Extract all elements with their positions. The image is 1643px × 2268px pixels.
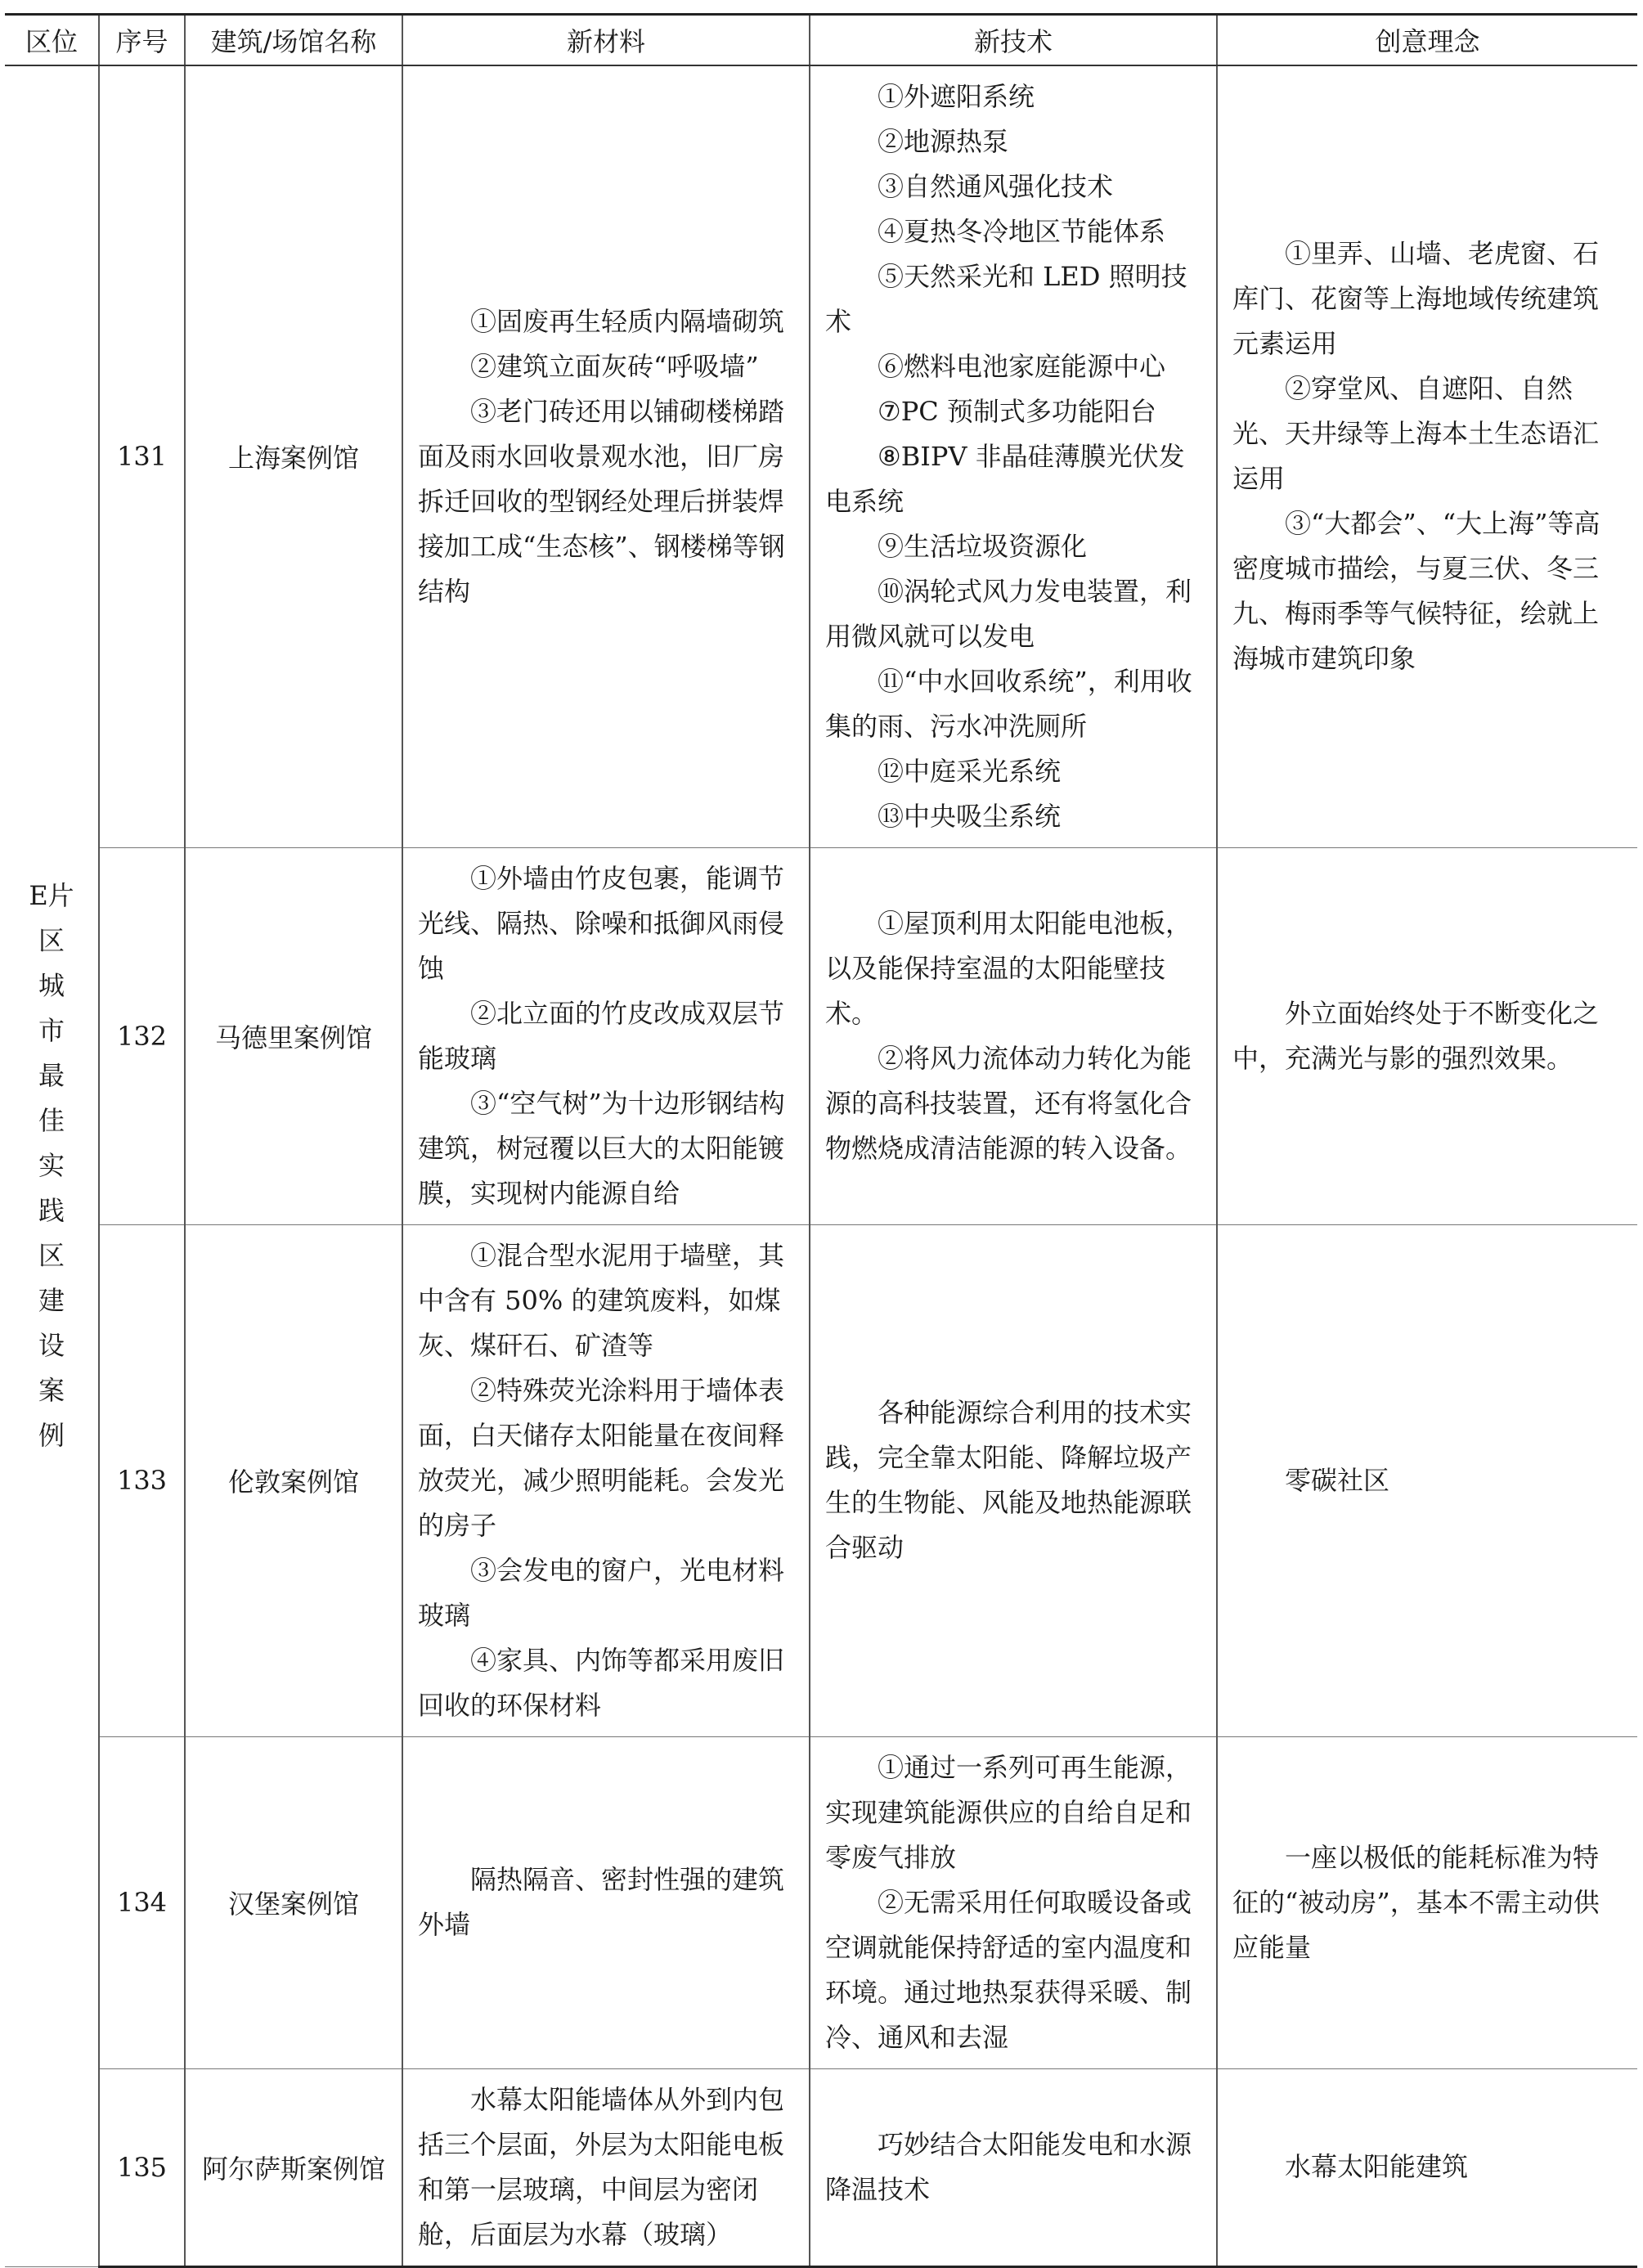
table-row	[5, 2068, 1637, 2266]
material-item: 水幕太阳能墙体从外到内包括三个层面，外层为太阳能电板和第一层玻璃，中间层为密闭舱，后面层为水幕（玻璃）	[418, 2083, 785, 2250]
concept-cell	[1217, 1736, 1637, 2068]
material-item: ②特殊荧光涂料用于墙体表面，白天储存太阳能量在夜间释放荧光，减少照明能耗。会发光的房子	[418, 1374, 785, 1541]
technology-cell	[810, 1224, 1217, 1736]
material-item: ①混合型水泥用于墙壁，其中含有 50% 的建筑废料，如煤灰、煤矸石、矿渣等	[418, 1239, 785, 1361]
material-item: ①外墙由竹皮包裹，能调节光线、隔热、除噪和抵御风雨侵蚀	[418, 862, 785, 984]
row-number: 135	[99, 2068, 185, 2266]
concept-cell	[1217, 65, 1637, 848]
technology-item: ⑦PC 预制式多功能阳台	[878, 395, 1156, 427]
table-row	[5, 1224, 1637, 1736]
zone-label: E片区城市最佳实践区建设案例	[29, 880, 74, 1451]
header-zone: 区位	[5, 15, 99, 65]
technology-item: ⑫中庭采光系统	[878, 755, 1062, 787]
technology-cell	[810, 65, 1217, 848]
technology-item: ②地源热泵	[878, 125, 1009, 157]
technology-item: ⑬中央吸尘系统	[878, 800, 1062, 832]
concept-cell	[1217, 2068, 1637, 2266]
row-number: 132	[99, 847, 185, 1224]
row-number: 131	[99, 65, 185, 848]
technology-item: ⑩涡轮式风力发电装置，利用微风就可以发电	[825, 575, 1192, 652]
row-number: 133	[99, 1224, 185, 1736]
material-item: 隔热隔音、密封性强的建筑外墙	[418, 1864, 785, 1940]
technology-item: ④夏热冬冷地区节能体系	[878, 215, 1166, 247]
technology-item: ⑥燃料电池家庭能源中心	[878, 350, 1166, 382]
technology-item: ⑨生活垃圾资源化	[878, 530, 1088, 562]
table-header-row	[5, 15, 1637, 65]
table-row	[5, 1736, 1637, 2068]
material-item: ②北立面的竹皮改成双层节能玻璃	[418, 997, 785, 1074]
table-row	[5, 847, 1637, 1224]
technology-item: ①屋顶利用太阳能电池板，以及能保持室温的太阳能壁技术。	[825, 907, 1192, 1029]
zone-cell	[5, 65, 99, 2267]
technology-item: ③自然通风强化技术	[878, 170, 1114, 202]
technology-item: ①通过一系列可再生能源，实现建筑能源供应的自给自足和零废气排放	[825, 1751, 1192, 1873]
building-name: 上海案例馆	[185, 65, 402, 848]
concept-cell	[1217, 1224, 1637, 1736]
building-name: 阿尔萨斯案例馆	[185, 2068, 402, 2266]
technology-item: ⑪“中水回收系统”，利用收集的雨、污水冲洗厕所	[825, 665, 1192, 742]
materials-cell	[402, 1736, 810, 2068]
building-name: 马德里案例馆	[185, 847, 402, 1224]
header-new-technology: 新技术	[810, 15, 1217, 65]
material-item: ③老门砖还用以铺砌楼梯踏面及雨水回收景观水池，旧厂房拆迁回收的型钢经处理后拼装焊接加工成“生态核”、钢楼梯等钢结构	[418, 395, 785, 607]
technology-item: ②无需采用任何取暖设备或空调就能保持舒适的室内温度和环境。通过地热泵获得采暖、制冷、通风和去湿	[825, 1886, 1192, 2053]
concept-item: 一座以极低的能耗标准为特征的“被动房”，基本不需主动供应能量	[1232, 1841, 1600, 1963]
building-name: 伦敦案例馆	[185, 1224, 402, 1736]
technology-item: ②将风力流体动力转化为能源的高科技装置，还有将氢化合物燃烧成清洁能源的转入设备。	[825, 1042, 1192, 1164]
material-item: ①固废再生轻质内隔墙砌筑	[470, 305, 785, 337]
concept-item: 水幕太阳能建筑	[1285, 2151, 1469, 2182]
technology-item: ⑧BIPV 非晶硅薄膜光伏发电系统	[825, 440, 1185, 517]
header-creative-concept: 创意理念	[1217, 15, 1637, 65]
material-item: ③会发电的窗户，光电材料玻璃	[418, 1554, 785, 1631]
technology-cell	[810, 1736, 1217, 2068]
header-building-name: 建筑/场馆名称	[185, 15, 402, 65]
materials-cell	[402, 2068, 810, 2266]
concept-cell	[1217, 847, 1637, 1224]
technology-cell	[810, 847, 1217, 1224]
concept-item: 外立面始终处于不断变化之中，充满光与影的强烈效果。	[1232, 997, 1600, 1074]
technology-item: 各种能源综合利用的技术实践，完全靠太阳能、降解垃圾产生的生物能、风能及地热能源联合驱动	[825, 1397, 1192, 1563]
table-row	[5, 65, 1637, 848]
material-item: ④家具、内饰等都采用废旧回收的环保材料	[418, 1644, 785, 1721]
materials-cell	[402, 1224, 810, 1736]
technology-item: ①外遮阳系统	[878, 80, 1035, 112]
building-name: 汉堡案例馆	[185, 1736, 402, 2068]
technology-cell	[810, 2068, 1217, 2266]
concept-item: ③“大都会”、“大上海”等高密度城市描绘，与夏三伏、冬三九、梅雨季等气候特征，绘就上海城市建筑印象	[1232, 508, 1600, 674]
material-item: ③“空气树”为十边形钢结构建筑，树冠覆以巨大的太阳能镀膜，实现树内能源自给	[418, 1087, 785, 1209]
technology-item: 巧妙结合太阳能发电和水源降温技术	[825, 2128, 1192, 2205]
materials-cell	[402, 65, 810, 848]
concept-item: 零碳社区	[1285, 1464, 1390, 1496]
materials-cell	[402, 847, 810, 1224]
header-new-materials: 新材料	[402, 15, 810, 65]
document-page	[5, 13, 1637, 2268]
case-pavilion-table	[5, 13, 1637, 2268]
concept-item: ②穿堂风、自遮阳、自然光、天井绿等上海本土生态语汇运用	[1232, 373, 1600, 494]
row-number: 134	[99, 1736, 185, 2068]
header-number: 序号	[99, 15, 185, 65]
concept-item: ①里弄、山墙、老虎窗、石库门、花窗等上海地域传统建筑元素运用	[1232, 238, 1600, 359]
technology-item: ⑤天然采光和 LED 照明技术	[825, 260, 1187, 337]
material-item: ②建筑立面灰砖“呼吸墙”	[470, 350, 759, 382]
